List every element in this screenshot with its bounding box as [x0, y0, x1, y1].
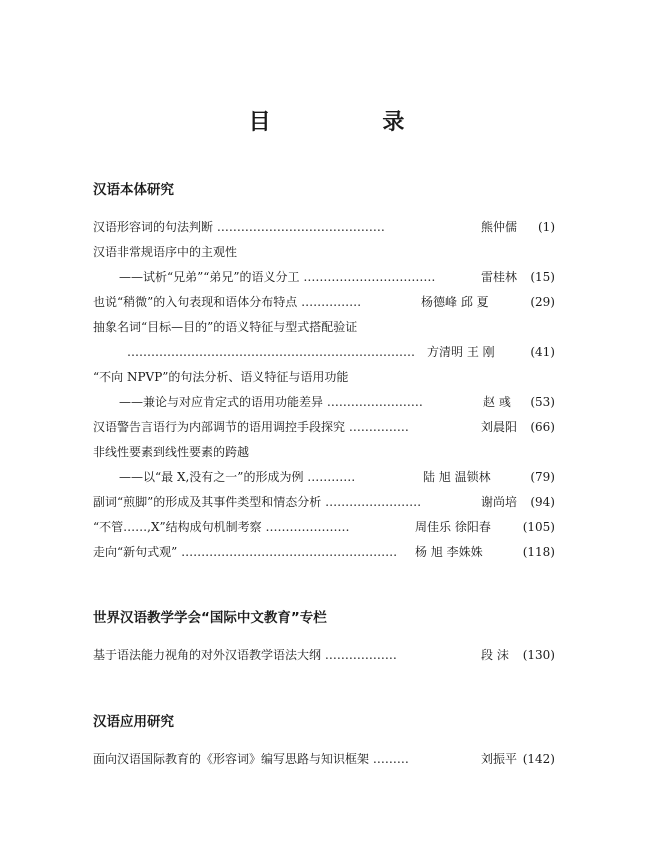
entry-title: 也说“稍微”的入句表现和语体分布特点 ……………	[93, 295, 362, 309]
toc-entry[interactable]	[93, 368, 555, 386]
entry-title: “不管……,X”结构成句机制考察 …………………	[93, 520, 350, 534]
section-heading-1: 汉语本体研究	[93, 182, 174, 198]
entry-author: 赵 彧	[483, 395, 511, 409]
entry-page: (142)	[522, 752, 555, 766]
toc-entry[interactable]	[93, 493, 555, 511]
entry-author: 刘振平	[481, 752, 518, 766]
entry-page: (79)	[530, 470, 555, 484]
entry-title: 汉语形容词的句法判断 ……………………………………	[93, 220, 385, 234]
entry-page: (53)	[530, 395, 555, 409]
entry-title: 抽象名词“目标—目的”的语义特征与型式搭配验证	[93, 320, 358, 334]
entry-page: (105)	[522, 520, 555, 534]
entry-page: (1)	[538, 220, 555, 234]
entry-author: 杨 旭 李姝姝	[415, 545, 483, 559]
section-heading-2: 世界汉语教学学会“国际中文教育”专栏	[93, 610, 327, 626]
entry-title: ——以“最 X,没有之一”的形成为例 …………	[119, 470, 356, 484]
toc-entry[interactable]	[93, 750, 555, 768]
entry-author: 周佳乐 徐阳春	[415, 520, 491, 534]
entry-title: ………………………………………………………………	[127, 345, 415, 359]
toc-entry[interactable]	[93, 468, 555, 486]
entry-title: 基于语法能力视角的对外汉语教学语法大纲 ………………	[93, 648, 397, 662]
entry-page: (130)	[522, 648, 555, 662]
entry-title: ——兼论与对应肯定式的语用功能差异 ……………………	[119, 395, 423, 409]
toc-entry[interactable]	[93, 293, 555, 311]
toc-entry[interactable]	[93, 543, 555, 561]
entry-author: 熊仲儒	[481, 220, 518, 234]
toc-entry[interactable]	[93, 646, 555, 664]
toc-entry[interactable]	[93, 418, 555, 436]
toc-entry[interactable]	[93, 318, 555, 336]
entry-author: 陆 旭 温锁林	[423, 470, 491, 484]
toc-entry[interactable]	[93, 218, 555, 236]
entry-page: (118)	[522, 545, 555, 559]
entry-title: 副词“煎脚”的形成及其事件类型和情态分析 ……………………	[93, 495, 422, 509]
toc-entry[interactable]	[93, 243, 555, 261]
entry-author: 杨德峰 邱 夏	[421, 295, 489, 309]
toc-entry[interactable]	[93, 393, 555, 411]
entry-author: 段 沫	[481, 648, 509, 662]
entry-author: 方清明 王 刚	[427, 345, 495, 359]
entry-title: 面向汉语国际教育的《形容词》编写思路与知识框架 ………	[93, 752, 409, 766]
entry-title: 汉语警告言语行为内部调节的语用调控手段探究 ……………	[93, 420, 409, 434]
entry-page: (29)	[530, 295, 555, 309]
section-heading-3: 汉语应用研究	[93, 714, 174, 730]
entry-title: ——试析“兄弟”“弟兄”的语义分工 ……………………………	[119, 270, 436, 284]
toc-entry[interactable]	[93, 343, 555, 361]
toc-entry[interactable]	[93, 443, 555, 461]
entry-author: 刘晨阳	[481, 420, 518, 434]
toc-entry[interactable]	[93, 268, 555, 286]
toc-entry[interactable]	[93, 518, 555, 536]
entry-title: “不向 NPVP”的句法分析、语义特征与语用功能	[93, 370, 349, 384]
entry-page: (15)	[530, 270, 555, 284]
entry-title: 走向“新句式观” ………………………………………………	[93, 545, 398, 559]
entry-page: (94)	[530, 495, 555, 509]
entry-title: 非线性要素到线性要素的跨越	[93, 445, 250, 459]
entry-page: (66)	[530, 420, 555, 434]
page-title: 目 录	[248, 110, 457, 135]
entry-title: 汉语非常规语序中的主观性	[93, 245, 238, 259]
entry-page: (41)	[530, 345, 555, 359]
entry-author: 雷桂林	[481, 270, 518, 284]
entry-author: 谢尚培	[481, 495, 518, 509]
